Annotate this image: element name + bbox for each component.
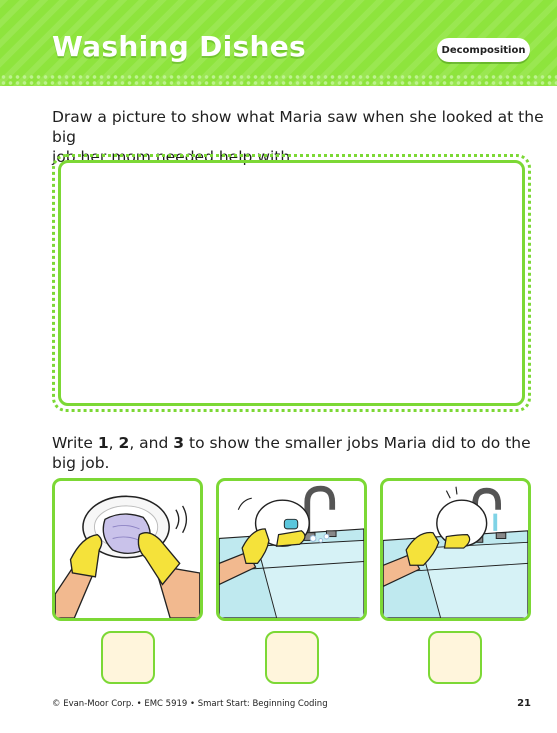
instruction-text: , [108, 434, 119, 452]
instruction-text: Write [52, 434, 98, 452]
topic-badge: Decomposition [437, 38, 530, 62]
footer [52, 699, 531, 709]
number-1: 1 [97, 434, 109, 452]
footer-credit: © Evan-Moor Corp. • EMC 5919 • Smart Start: Beginning Coding [52, 699, 328, 709]
page-number: 21 [517, 698, 531, 709]
drawing-area[interactable] [52, 154, 531, 412]
picture-panel-wash-plate [216, 478, 367, 621]
instruction-order [52, 433, 531, 473]
picture-panel-rinse-plate [380, 478, 531, 621]
picture-panel-wipe-plate [52, 478, 203, 621]
header-banner [0, 0, 557, 86]
header-dot-border [0, 74, 557, 86]
wash-plate-illustration [219, 481, 364, 618]
number-2: 2 [118, 434, 130, 452]
answer-box-2[interactable] [265, 631, 319, 684]
wipe-plate-illustration [55, 481, 200, 618]
instruction-order-line2: big job. [52, 454, 110, 472]
instruction-text: to show the smaller jobs Maria did to do the [184, 434, 531, 452]
drawing-area-inner [58, 160, 525, 406]
instruction-text: , and [129, 434, 174, 452]
answer-box-1[interactable] [101, 631, 155, 684]
instruction-draw-line2: job her mom needed help with. [52, 148, 296, 166]
answer-box-3[interactable] [428, 631, 482, 684]
rinse-plate-illustration [383, 481, 528, 618]
number-3: 3 [173, 434, 185, 452]
instruction-draw-line1: Draw a picture to show what Maria saw when she looked at the big [52, 108, 544, 146]
instruction-order-line1 [52, 433, 531, 453]
page-title: Washing Dishes [52, 30, 306, 63]
